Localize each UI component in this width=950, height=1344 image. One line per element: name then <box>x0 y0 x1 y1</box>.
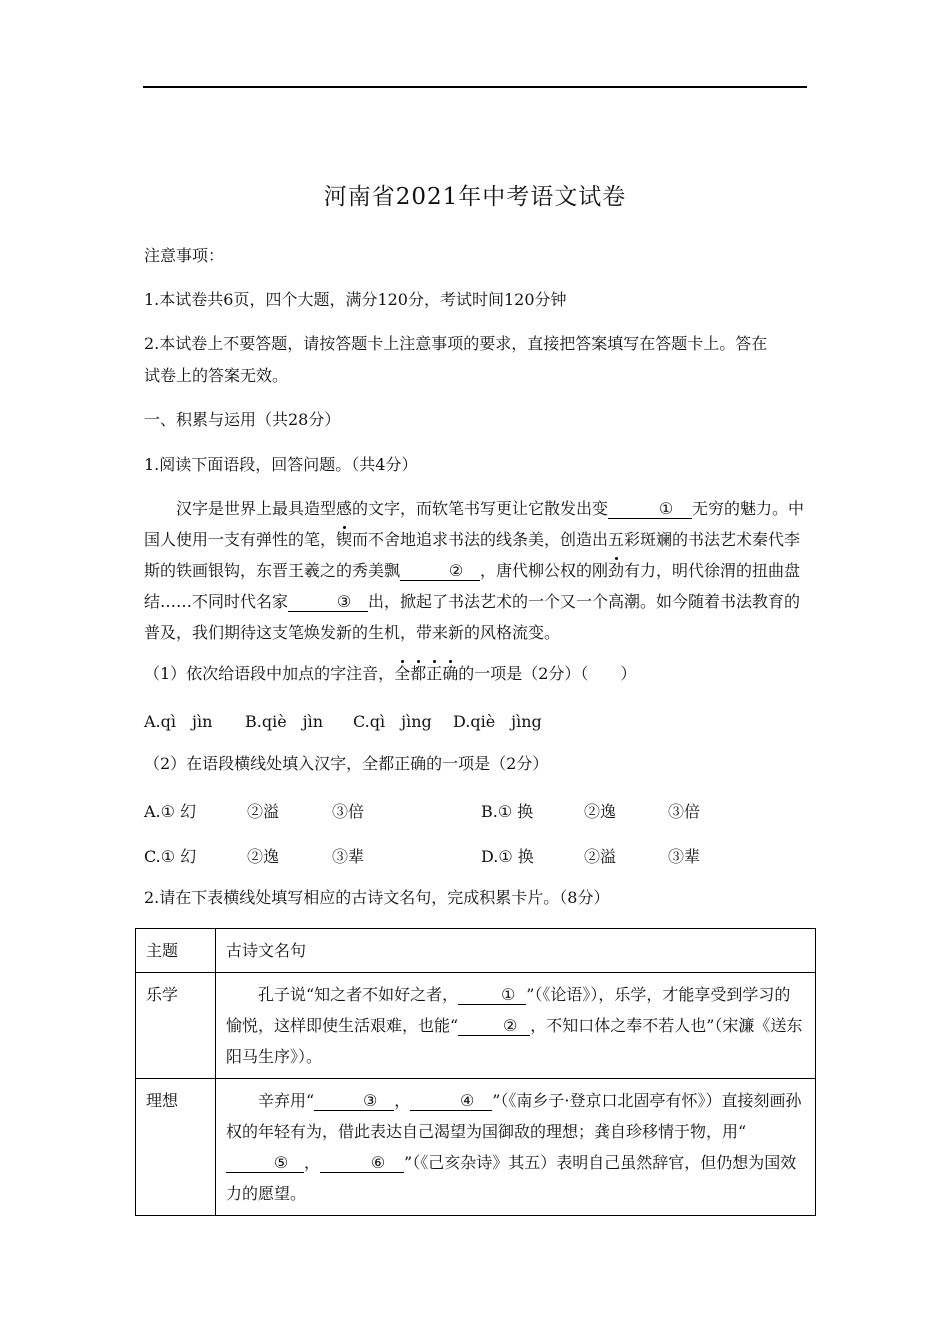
option-1-a: A.qì jìn <box>144 712 213 731</box>
question-2-stem: 2.请在下表横线处填写相应的古诗文名句，完成积累卡片。（8分） <box>144 888 610 907</box>
notice-item-2-line-1: 2.本试卷上不要答题，请按答题卡上注意事项的要求，直接把答案填写在答题卡上。答在 <box>144 334 768 353</box>
question-1-stem: 1.阅读下面语段，回答问题。（共4分） <box>144 455 418 474</box>
subquestion-2: （2）在语段横线处填入汉字，全都正确的一项是（2分） <box>144 754 549 773</box>
option-1-b: B.qiè jìn <box>245 712 324 731</box>
option-2-b-1: B.① 换 <box>481 802 534 821</box>
option-2-a-3: ③倍 <box>332 802 365 821</box>
blank-3: ③ <box>288 593 368 612</box>
table-blank-3: ③ <box>314 1092 394 1111</box>
accumulation-card-table <box>135 928 816 1216</box>
blank-1: ① <box>608 500 692 519</box>
notice-heading: 注意事项： <box>144 246 225 265</box>
header-theme: 主题 <box>136 929 216 973</box>
section-heading: 一、积累与运用（共28分） <box>144 410 341 429</box>
table-blank-5: ⑤ <box>226 1154 304 1173</box>
table-row <box>136 973 816 1079</box>
dotted-char-2: 劲 <box>608 561 625 580</box>
quote-cell-1: 孔子说“知之者不如好之者， ① ”（《论语》），乐学，才能享受到学习的愉悦，这样即使生活艰难，也能“ ② ，不知口体之奉不若人也”（宋濂《送东阳马生序》）。 <box>216 973 816 1079</box>
option-2-d-3: ③辈 <box>668 847 701 866</box>
theme-cell-2: 理想 <box>136 1079 216 1216</box>
quote-cell-2: 辛弃用“ ③ ， ④ ”（《南乡子·登京口北固亭有怀》）直接刻画孙权的年轻有为，借此表达自己渴望为国御敌的理想；龚自珍移情于物，用“⑤ ， ⑥ ”（《己亥杂诗》其五）表明自己虽然辞官，但仍想为国效力的愿望。 <box>216 1079 816 1216</box>
option-2-d-1: D.① 换 <box>481 847 534 866</box>
notice-item-1: 1.本试卷共6页，四个大题，满分120分，考试时间120分钟 <box>144 290 567 309</box>
header-quotes: 古诗文名句 <box>216 929 816 973</box>
table-header-row <box>136 929 816 973</box>
option-2-a-1: A.① 幻 <box>144 802 197 821</box>
blank-2: ② <box>400 562 480 581</box>
table-blank-6: ⑥ <box>320 1154 404 1173</box>
option-2-c-3: ③辈 <box>332 847 365 866</box>
option-2-c-2: ②逸 <box>247 847 280 866</box>
table-blank-2: ② <box>458 1017 530 1036</box>
header-rule <box>143 86 807 88</box>
option-2-d-2: ②溢 <box>584 847 617 866</box>
option-2-b-2: ②逸 <box>584 802 617 821</box>
table-blank-4: ④ <box>410 1092 492 1111</box>
table-row <box>136 1079 816 1216</box>
notice-item-2-line-2: 试卷上的答案无效。 <box>144 366 289 385</box>
theme-cell-1: 乐学 <box>136 973 216 1079</box>
table-blank-1: ① <box>458 986 526 1005</box>
option-2-c-1: C.① 幻 <box>144 847 197 866</box>
question-1-passage: 汉字是世界上最具造型感的文字，而软笔书写更让它散发出变 ① 无穷的魅力。中国人使用一支有弹性的笔，锲而不舍地追求书法的线条美，创造出五彩斑斓的书法艺术秦代李斯的铁画银钩，东晋王羲之的秀美飘 ② ，唐代柳公权的刚劲有力，明代徐渭的扭曲盘结……不同时代名家 ③ 出，掀起了书法艺术的一个又一个高潮。如今随着书法教育的普及，我们期待这支笔焕发新的生机，带来新的风格流变。 <box>144 499 805 642</box>
page-title: 河南省2021年中考语文试卷 <box>323 184 627 210</box>
option-1-c: C.qì jìng <box>353 712 432 731</box>
option-2-b-3: ③倍 <box>668 802 701 821</box>
option-2-a-2: ②溢 <box>247 802 280 821</box>
subquestion-1: （1）依次给语段中加点的字注音，全都正确的一项是（2分）（ ） <box>144 664 637 683</box>
dotted-char-1: 锲 <box>336 530 353 549</box>
option-1-d: D.qiè jìng <box>453 712 542 731</box>
